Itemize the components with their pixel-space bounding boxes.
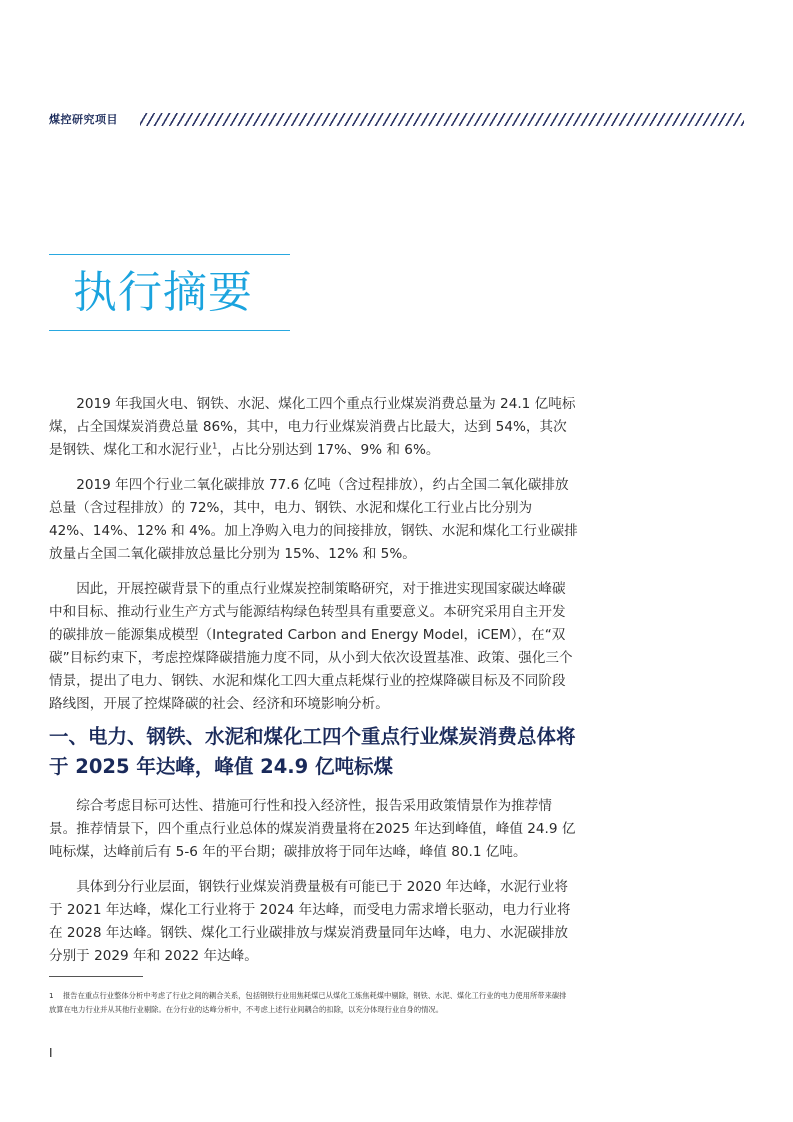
title-rule-top bbox=[49, 254, 290, 255]
section-body bbox=[49, 795, 579, 968]
header-stripe-decoration bbox=[140, 113, 744, 126]
footnote bbox=[49, 989, 570, 1016]
intro-paragraph-1: 2019 年我国火电、钢铁、水泥、煤化工四个重点行业煤炭消费总量为 24.1 亿吨标煤，占全国煤炭消费总量 86%，其中，电力行业煤炭消费占比最大，达到 54%，其次是钢铁、煤化工和水泥行业$^1$，占比分别达到 17%、9% 和 6%。 bbox=[49, 396, 576, 458]
section-heading: 一、电力、钢铁、水泥和煤化工四个重点行业煤炭消费总体将于 2025 年达峰，峰值 24.9 亿吨标煤 bbox=[49, 725, 576, 778]
section-paragraph-2: 具体到分行业层面，钢铁行业煤炭消费量极有可能已于 2020 年达峰，水泥行业将于 2021 年达峰，煤化工行业将于 2024 年达峰，而受电力需求增长驱动，电力行业将在 2028 年达峰。钢铁、煤化工行业碳排放与煤炭消费量同年达峰，电力、水泥碳排放分别于 2029 年和 2022 年达峰。 bbox=[49, 879, 571, 964]
footnote-reference[interactable]: 1 bbox=[212, 441, 218, 451]
intro-paragraph-3: 因此，开展控碳背景下的重点行业煤炭控制策略研究，对于推进实现国家碳达峰碳中和目标、推动行业生产方式与能源结构绿色转型具有重要意义。本研究采用自主开发的碳排放－能源集成模型（Integrated Carbon and Energy Model，iCEM），在“双碳”目标约束下，考虑控煤降碳措施力度不同，从小到大依次设置基准、政策、强化三个情景，提出了电力、钢铁、水泥和煤化工四大重点耗煤行业的控煤降碳目标及不同阶段路线图，开展了控煤降碳的社会、经济和环境影响分析。 bbox=[49, 581, 573, 712]
page-number: I bbox=[49, 1046, 53, 1060]
footnote-number: 1 bbox=[49, 991, 54, 1000]
header-label: 煤控研究项目 bbox=[49, 113, 118, 126]
section-paragraph-1: 综合考虑目标可达性、措施可行性和投入经济性，报告采用政策情景作为推荐情景。推荐情景下，四个重点行业总体的煤炭消费量将在2025 年达到峰值，峰值 24.9 亿吨标煤，达峰前后有 5-6 年的平台期；碳排放将于同年达峰，峰值 80.1 亿吨。 bbox=[49, 798, 576, 860]
footnote-text: 报告在重点行业整体分析中考虑了行业之间的耦合关系，包括钢铁行业用焦耗煤已从煤化工炼焦耗煤中剔除，钢铁、水泥、煤化工行业的电力使用所带来碳排放算在电力行业并从其他行业剔除。在分行业的达峰分析中，不考虑上述行业间耦合的扣除，以充分体现行业自身的情况。 bbox=[49, 991, 567, 1014]
intro-body bbox=[49, 393, 579, 716]
footnote-divider bbox=[49, 976, 143, 977]
page-title: 执行摘要 bbox=[73, 267, 253, 318]
title-rule-bottom bbox=[49, 330, 290, 331]
intro-paragraph-2: 2019 年四个行业二氧化碳排放 77.6 亿吨（含过程排放），约占全国二氧化碳排放总量（含过程排放）的 72%，其中，电力、钢铁、水泥和煤化工行业占比分别为 42%、14%、12% 和 4%。加上净购入电力的间接排放，钢铁、水泥和煤化工行业碳排放量占全国二氧化碳排放总量比分别为 15%、12% 和 5%。 bbox=[49, 477, 578, 562]
